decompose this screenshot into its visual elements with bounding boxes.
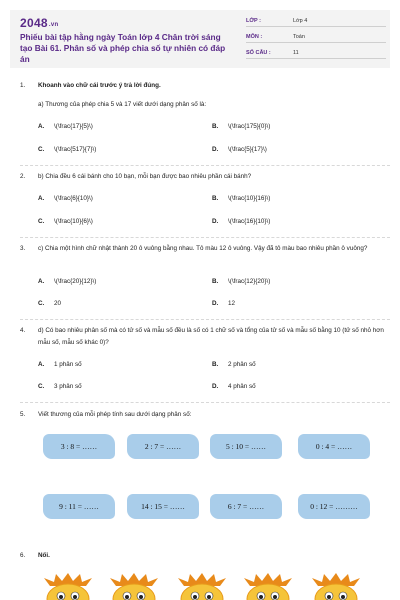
page-header [10,10,390,68]
option-letter[interactable]: B. [212,123,219,130]
logo-text: 2048 [20,16,48,30]
option-text[interactable]: \(\frac{5}{17}\) [228,146,267,153]
pufferfish-image [242,572,294,600]
option-letter[interactable]: A. [38,123,45,130]
option-letter[interactable]: A. [38,195,45,202]
option-letter[interactable]: C. [38,146,45,153]
fraction-box[interactable]: 6 : 7 = …… [210,494,282,519]
question-number: 1. [20,82,26,89]
option-letter[interactable]: D. [212,146,219,153]
meta-value: 11 [293,50,299,56]
fraction-box[interactable]: 9 : 11 = …… [43,494,115,519]
option-letter[interactable]: A. [38,361,45,368]
fraction-box[interactable]: 14 : 15 = …… [127,494,199,519]
question-text: Viết thương của mỗi phép tính sau dưới dạng phân số: [38,411,192,418]
option-text[interactable]: \(\frac{10}{16}\) [228,195,271,202]
option-text[interactable]: 1 phân số [54,361,82,368]
meta-row-grade [246,16,386,27]
meta-value: Toán [293,34,305,40]
option-text[interactable]: \(\frac{6}{10}\) [54,195,93,202]
option-text[interactable]: 12 [228,300,236,307]
divider [20,165,390,166]
meta-value: Lớp 4 [293,18,308,24]
pufferfish-image [108,572,160,600]
question-number: 4. [20,327,26,334]
fraction-box[interactable]: 2 : 7 = …… [127,434,199,459]
meta-row-count [246,48,386,59]
option-text[interactable]: \(\frac{17}{5}\) [54,123,93,130]
question-number: 5. [20,411,26,418]
question-text: d) Có bao nhiêu phân số mà có tử số và mẫu số đều là số có 1 chữ số và tổng của tử số và mẫu số bằng 10 (tử số nhỏ hơn mẫu số, mẫu số khác 0)? [38,327,384,346]
fraction-box[interactable]: 0 : 12 = ……… [298,494,370,519]
fraction-box[interactable]: 5 : 10 = …… [210,434,282,459]
option-letter[interactable]: B. [212,278,219,285]
site-logo[interactable] [20,16,58,30]
pufferfish-image [176,572,228,600]
question-text: b) Chia đều 6 cái bánh cho 10 bạn, mỗi bạn được bao nhiêu phần cái bánh? [38,173,252,180]
divider [20,402,390,403]
fraction-box[interactable]: 3 : 8 = …… [43,434,115,459]
question-number: 6. [20,552,26,559]
option-text[interactable]: 3 phân số [54,383,82,390]
fraction-box[interactable]: 0 : 4 = …… [298,434,370,459]
option-letter[interactable]: D. [212,300,219,307]
pufferfish-image [310,572,362,600]
pufferfish-image [42,572,94,600]
option-text[interactable]: \(\frac{20}{12}\) [54,278,97,285]
question-text: Nối. [38,552,50,559]
option-letter[interactable]: D. [212,218,219,225]
option-letter[interactable]: C. [38,218,45,225]
option-letter[interactable]: B. [212,195,219,202]
divider [20,319,390,320]
option-letter[interactable]: D. [212,383,219,390]
option-text[interactable]: \(\frac{175}{0}\) [228,123,271,130]
meta-key: MÔN : [246,34,263,40]
divider [20,237,390,238]
question-text: Khoanh vào chữ cái trước ý trả lời đúng. [38,82,161,89]
meta-row-subject [246,32,386,43]
question-number: 2. [20,173,26,180]
logo-tld: .vn [48,22,59,28]
option-letter[interactable]: B. [212,361,219,368]
option-text[interactable]: \(\frac{16}{10}\) [228,218,271,225]
option-text[interactable]: 20 [54,300,62,307]
document-title: Phiếu bài tập hằng ngày Toán lớp 4 Chân trời sáng tạo Bài 61. Phân số và phép chia số tự nhiên có đáp án [20,32,226,64]
question-subtext: a) Thương của phép chia 5 và 17 viết dưới dạng phân số là: [38,101,207,108]
question-text: c) Chia một hình chữ nhật thành 20 ô vuông bằng nhau. Tô màu 12 ô vuông. Vậy đã tô màu bao nhiêu phần ô vuông? [38,245,368,252]
option-letter[interactable]: A. [38,278,45,285]
option-text[interactable]: \(\frac{12}{20}\) [228,278,271,285]
option-text[interactable]: 2 phân số [228,361,256,368]
option-text[interactable]: \(\frac{517}{7}\) [54,146,97,153]
option-letter[interactable]: C. [38,383,45,390]
meta-key: SỐ CÂU : [246,50,271,56]
option-letter[interactable]: C. [38,300,45,307]
option-text[interactable]: \(\frac{10}{6}\) [54,218,93,225]
option-text[interactable]: 4 phân số [228,383,256,390]
question-number: 3. [20,245,26,252]
meta-key: LỚP : [246,18,261,24]
